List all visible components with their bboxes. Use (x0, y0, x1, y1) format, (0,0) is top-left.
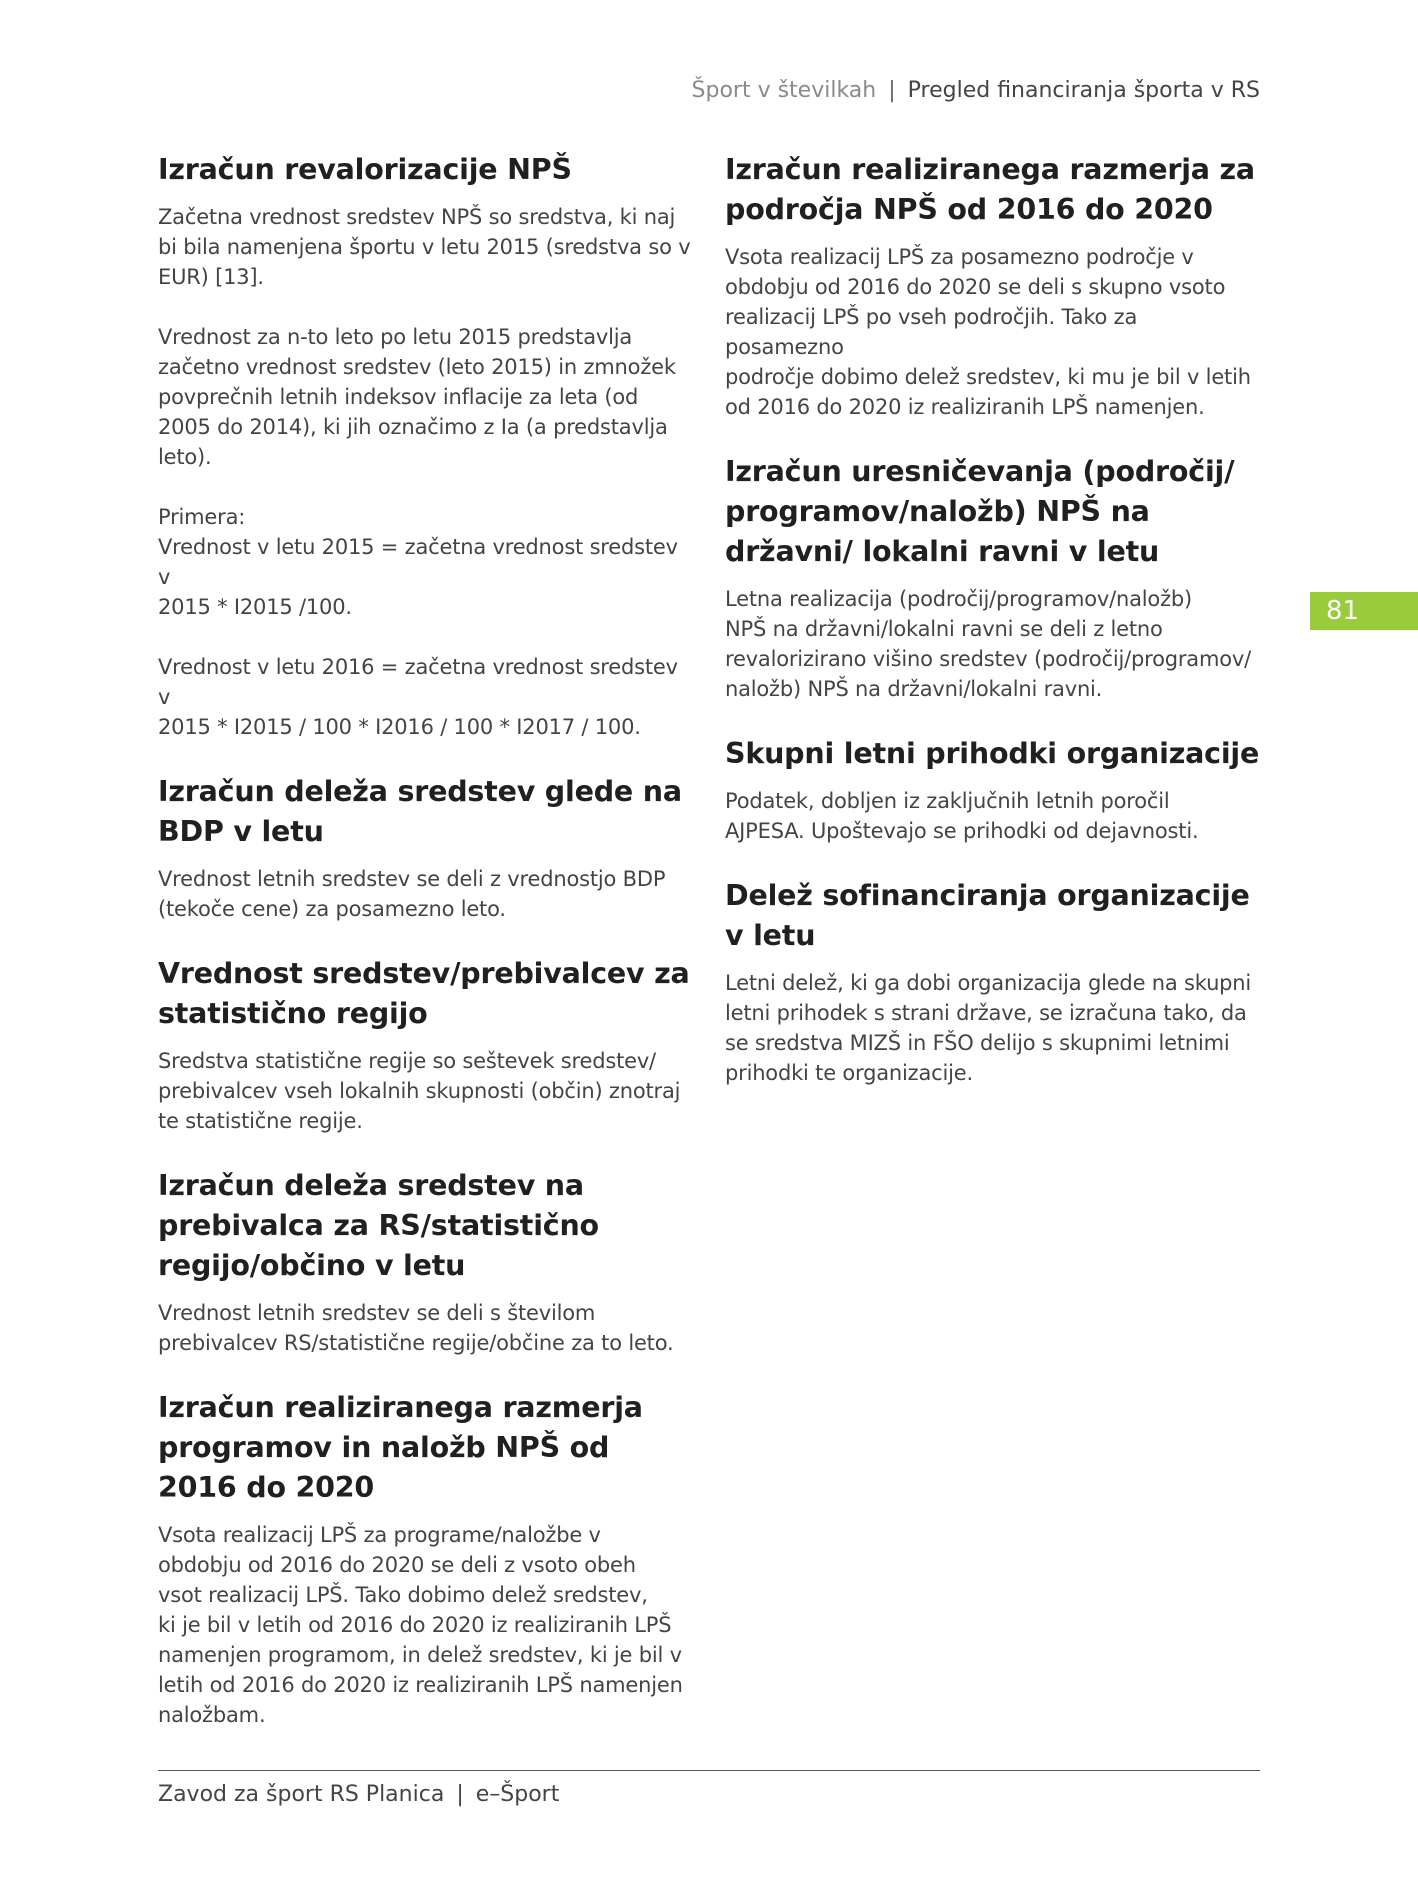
section-paragraph: Podatek, dobljen iz zaključnih letnih poročil AJPESA. Upoštevajo se prihodki od dejavnosti. (725, 789, 1199, 843)
right-column (725, 150, 1262, 1118)
section-paragraph: Letni delež, ki ga dobi organizacija glede na skupni letni prihodek s strani države, se izračuna tako, da se sredstva MIZŠ in FŠO delijo s skupnimi letnimi prihodki te organizacije. (725, 971, 1252, 1085)
running-footer (158, 1782, 559, 1807)
section-areas-ratio (725, 150, 1262, 422)
header-chapter-title: Pregled financiranja športa v RS (907, 78, 1260, 103)
section-heading: Izračun uresničevanja (področij/ programov/naložb) NPŠ na državni/ lokalni ravni v letu (725, 455, 1235, 568)
section-paragraph: Letna realizacija (področij/programov/naložb) NPŠ na državni/lokalni ravni se deli z letno revalorizirano višino sredstev (področij/programov/ naložb) NPŠ na državni/lokalni ravni. (725, 587, 1251, 701)
section-paragraph: Vrednost v letu 2016 = začetna vrednost sredstev v 2015 * I2015 / 100 * I2016 / 100 * I2017 / 100. (158, 655, 678, 739)
section-paragraph: Vrednost za n-to leto po letu 2015 predstavlja začetno vrednost sredstev (leto 2015) in zmnožek povprečnih letnih indeksov inflacije za leta (od 2005 do 2014), ki jih označimo z Ia (a predstavlja leto). (158, 325, 676, 469)
section-heading: Izračun deleža sredstev glede na BDP v letu (158, 775, 682, 848)
section-heading: Izračun revalorizacije NPŠ (158, 153, 572, 186)
section-heading: Izračun deleža sredstev na prebivalca za RS/statistično regijo/občino v letu (158, 1169, 599, 1282)
footer-series: e–Šport (475, 1782, 560, 1807)
section-heading: Skupni letni prihodki organizacije (725, 737, 1260, 770)
section-heading: Izračun realiziranega razmerja za področja NPŠ od 2016 do 2020 (725, 153, 1255, 226)
section-heading: Delež sofinanciranja organizacije v letu (725, 879, 1250, 952)
section-heading: Izračun realiziranega razmerja programov in naložb NPŠ od 2016 do 2020 (158, 1391, 643, 1504)
running-header (692, 78, 1260, 103)
section-revalorization (158, 150, 691, 742)
section-paragraph: Vsota realizacij LPŠ za programe/naložbe v obdobju od 2016 do 2020 se deli z vsoto obeh vsot realizacij LPŠ. Tako dobimo delež sredstev, ki je bil v letih od 2016 do 2020 iz realiziranih LPŠ namenjen programom, in delež sredstev, ki je bil v letih od 2016 do 2020 iz realiziranih LPŠ namenjen naložbam. (158, 1523, 683, 1727)
section-share-per-resident (158, 1166, 691, 1358)
section-funds-per-resident-region (158, 954, 691, 1136)
section-paragraph: Vrednost letnih sredstev se deli s številom prebivalcev RS/statistične regije/občine za to leto. (158, 1301, 674, 1355)
section-gdp-share (158, 772, 691, 924)
footer-separator: | (456, 1782, 464, 1807)
section-cofinancing-share (725, 876, 1262, 1088)
header-separator: | (888, 78, 896, 103)
footer-publisher: Zavod za šport RS Planica (158, 1782, 445, 1807)
section-paragraph: Primera: Vrednost v letu 2015 = začetna vrednost sredstev v 2015 * I2015 /100. (158, 505, 678, 619)
section-implementation (725, 452, 1262, 704)
section-annual-revenue (725, 734, 1262, 846)
section-heading: Vrednost sredstev/prebivalcev za statistično regijo (158, 957, 690, 1030)
page-number-tab: 81 (1310, 592, 1418, 630)
section-paragraph: Začetna vrednost sredstev NPŠ so sredstva, ki naj bi bila namenjena športu v letu 2015 (sredstva so v EUR) [13]. (158, 205, 691, 289)
section-paragraph: Sredstva statistične regije so seštevek sredstev/ prebivalcev vseh lokalnih skupnosti (občin) znotraj te statistične regije. (158, 1049, 681, 1133)
left-column (158, 150, 691, 1760)
section-paragraph: Vsota realizacij LPŠ za posamezno področje v obdobju od 2016 do 2020 se deli s skupno vsoto realizacij LPŠ po vseh področjih. Tako za posamezno področje dobimo delež sredstev, ki mu je bil v letih od 2016 do 2020 iz realiziranih LPŠ namenjen. (725, 245, 1251, 419)
section-paragraph: Vrednost letnih sredstev se deli z vrednostjo BDP (tekoče cene) za posamezno leto. (158, 867, 666, 921)
footer-divider (158, 1770, 1260, 1771)
section-programs-investments-ratio (158, 1388, 691, 1730)
header-publication-title: Šport v številkah (691, 78, 877, 103)
